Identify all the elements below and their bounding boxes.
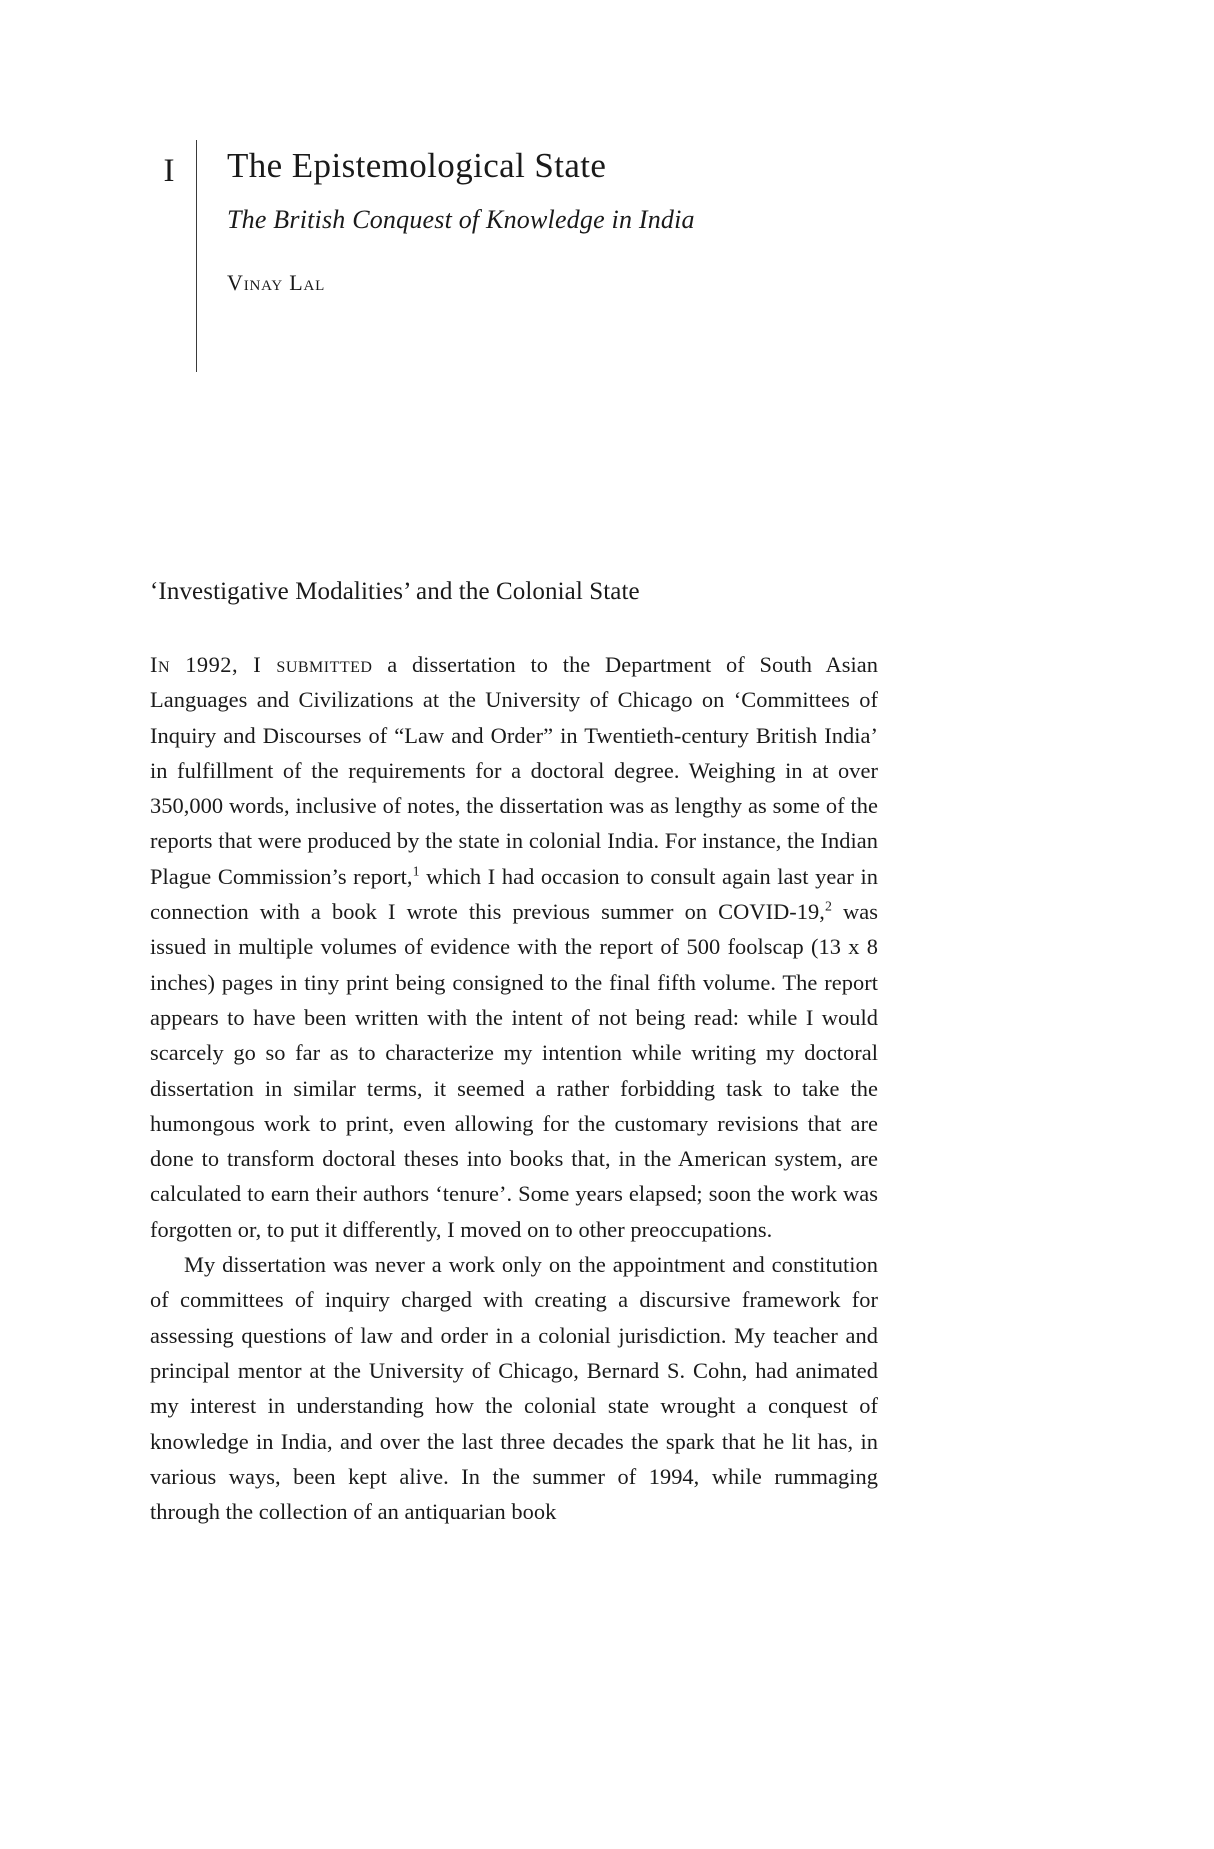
body-paragraph-1 xyxy=(150,647,878,1247)
paragraph-1-text-b: which I had occasion to consult again last year in connection with a book I wrote this previous summer on COVID-19, xyxy=(150,863,878,925)
footnote-reference-2[interactable]: 2 xyxy=(824,899,832,915)
body-paragraph-2: My dissertation was never a work only on the appointment and constitution of committees of inquiry charged with creating a discursive framework for assessing questions of law and order in a colonial jurisdiction. My teacher and principal mentor at the University of Chicago, Bernard S. Cohn, had animated my interest in understanding how the colonial state wrought a conquest of knowledge in India, and over the last three decades the spark that he lit has, in various ways, been kept alive. In the summer of 1994, while rummaging through the collection of an antiquarian book xyxy=(150,1252,878,1525)
chapter-title: The Epistemological State xyxy=(227,146,607,185)
chapter-vertical-rule xyxy=(196,140,197,372)
paragraph-opening-smallcaps: In 1992, I submitted xyxy=(150,652,373,677)
section-heading: ‘Investigative Modalities’ and the Colonial State xyxy=(150,578,640,605)
body-content xyxy=(150,575,878,1529)
chapter-subtitle: The British Conquest of Knowledge in India xyxy=(227,205,695,234)
chapter-number: I xyxy=(163,153,175,189)
chapter-opening-block xyxy=(150,140,890,372)
paragraph-1-text-c: was issued in multiple volumes of evidence with the report of 500 foolscap (13 x 8 inches) pages in tiny print being consigned to the final fifth volume. The report appears to have been written with the intent of not being read: while I would scarcely go so far as to characterize my intention while writing my doctoral dissertation in similar terms, it seemed a rather forbidding task to take the humongous work to print, even allowing for the customary revisions that are done to transform doctoral theses into books that, in the American system, are calculated to earn their authors ‘tenure’. Some years elapsed; soon the work was forgotten or, to put it differently, I moved on to other preoccupations. xyxy=(150,899,878,1242)
footnote-reference-1[interactable]: 1 xyxy=(412,864,420,880)
chapter-title-group xyxy=(227,140,890,298)
chapter-author: Vinay Lal xyxy=(227,270,326,295)
paragraph-1-text-a: a dissertation to the Department of South Asian Languages and Civilizations at the University of Chicago on ‘Committees of Inquiry and Discourses of “Law and Order” in Twentieth-century British India’ in fulfillment of the requirements for a doctoral degree. Weighing in at over 350,000 words, inclusive of notes, the dissertation was as lengthy as some of the reports that were produced by the state in colonial India. For instance, the Indian Plague Commission’s report, xyxy=(150,652,878,889)
